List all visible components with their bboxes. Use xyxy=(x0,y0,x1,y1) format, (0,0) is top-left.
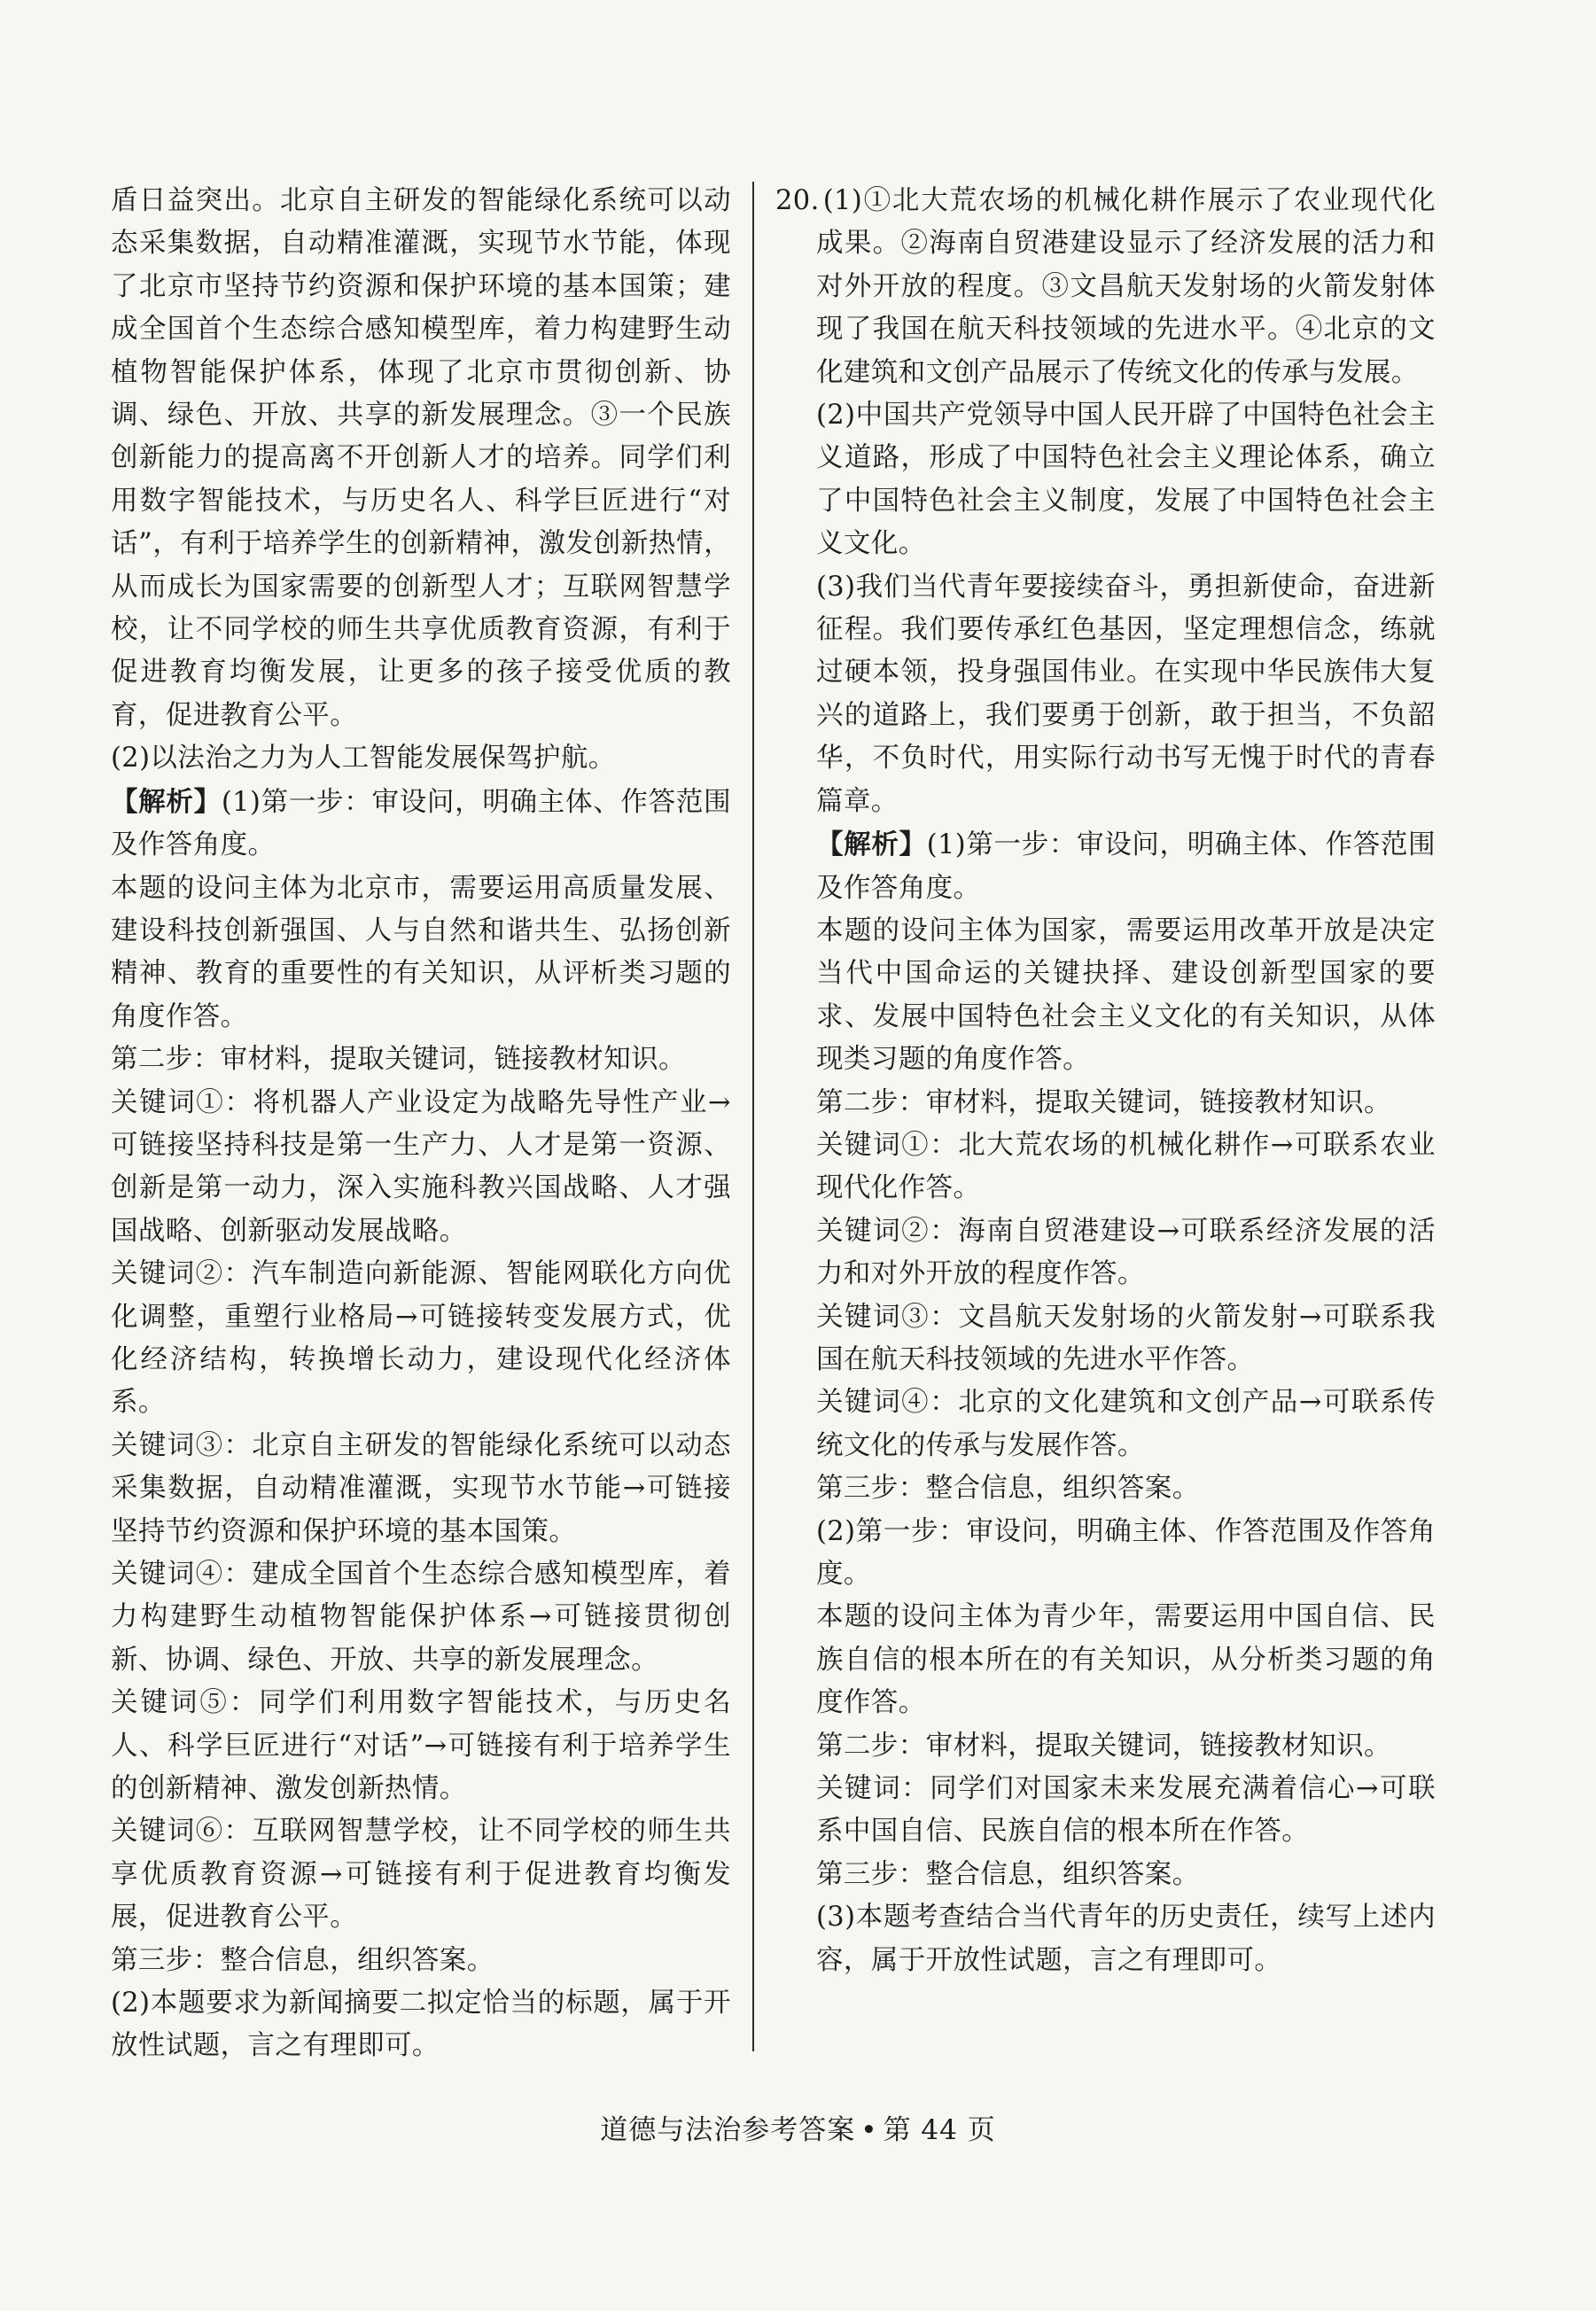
keyword-paragraph xyxy=(111,1082,731,1254)
keyword-paragraph xyxy=(775,1124,1436,1210)
paragraph-text: 盾日益突出。北京自主研发的智能绿化系统可以动态采集数据，自动精准灌溉，实现节水节能，体现了北京市坚持节约资源和保护环境的基本国策；建成全国首个生态综合感知模型库，着力构建野生动植物智能保护体系，体现了北京市贯彻创新、协调、绿色、开放、共享的新发展理念。③一个民族创新能力的提高离不开创新人才的培养。同学们利用数字智能技术，与历史名人、科学巨匠进行“对话”，有利于培养学生的创新精神，激发创新热情，从而成长为国家需要的创新型人才；互联网智慧学校，让不同学校的师生共享优质教育资源，有利于促进教育均衡发展，让更多的孩子接受优质的教育，促进教育公平。 xyxy=(111,185,731,731)
paragraph-text: (2)本题要求为新闻摘要二拟定恰当的标题，属于开放性试题，言之有理即可。 xyxy=(111,1988,731,2062)
keyword-paragraph xyxy=(775,1381,1436,1467)
paragraph-text: 关键词④：建成全国首个生态综合感知模型库，着力构建野生动植物智能保护体系→可链接贯彻创新、协调、绿色、开放、共享的新发展理念。 xyxy=(111,1559,731,1676)
paragraph-text: 第三步：整合信息，组织答案。 xyxy=(816,1858,1200,1890)
answer-paragraph xyxy=(775,1467,1436,1510)
paragraph-text: 第二步：审材料，提取关键词，链接教材知识。 xyxy=(111,1044,686,1076)
answer-paragraph xyxy=(111,868,731,1039)
paragraph-text: 第二步：审材料，提取关键词，链接教材知识。 xyxy=(816,1730,1391,1762)
answer-paragraph xyxy=(775,1511,1436,1597)
paragraph-text: 本题的设问主体为国家，需要运用改革开放是决定当代中国命运的关键抉择、建设创新型国家的要求、发展中国特色社会主义文化的有关知识，从体现类习题的角度作答。 xyxy=(816,914,1436,1076)
paragraph-text: 关键词②：海南自贸港建设→可联系经济发展的活力和对外开放的程度作答。 xyxy=(816,1215,1436,1290)
paragraph-text: (1)①北大荒农场的机械化耕作展示了农业现代化成果。②海南自贸港建设显示了经济发展的活力和对外开放的程度。③文昌航天发射场的火箭发射体现了我国在航天科技领域的先进水平。④北京的文化建筑和文创产品展示了传统文化的传承与发展。 xyxy=(816,185,1436,388)
right-column xyxy=(775,180,1436,1982)
keyword-paragraph xyxy=(775,1296,1436,1382)
paragraph-text: (2)以法治之力为人工智能发展保驾护航。 xyxy=(111,743,616,774)
analysis-tag: 【解析】 xyxy=(111,785,222,818)
paragraph-text: 第三步：整合信息，组织答案。 xyxy=(111,1944,494,1976)
keyword-paragraph xyxy=(775,1768,1436,1854)
question-20-answer xyxy=(775,180,1436,394)
answer-paragraph xyxy=(775,1596,1436,1724)
paragraph-text: 关键词①：北大荒农场的机械化耕作→可联系农业现代化作答。 xyxy=(816,1129,1436,1204)
answer-paragraph xyxy=(775,1854,1436,1896)
answer-paragraph xyxy=(775,566,1436,823)
keyword-paragraph xyxy=(111,1425,731,1553)
analysis-paragraph xyxy=(775,823,1436,910)
answer-paragraph xyxy=(775,1725,1436,1768)
paragraph-text: (3)我们当代青年要接续奋斗，勇担新使命，奋进新征程。我们要传承红色基因，坚定理想信念，练就过硬本领，投身强国伟业。在实现中华民族伟大复兴的道路上，我们要勇于创新，敢于担当，不负韶华，不负时代，用实际行动书写无愧于时代的青春篇章。 xyxy=(816,571,1436,817)
paragraph-text: 关键词⑥：互联网智慧学校，让不同学校的师生共享优质教育资源→可链接有利于促进教育均衡发展，促进教育公平。 xyxy=(111,1816,731,1934)
paragraph-text: 关键词③：文昌航天发射场的火箭发射→可联系我国在航天科技领域的先进水平作答。 xyxy=(816,1301,1436,1375)
paragraph-text: (2)中国共产党领导中国人民开辟了中国特色社会主义道路，形成了中国特色社会主义理论体系，确立了中国特色社会主义制度，发展了中国特色社会主义文化。 xyxy=(816,400,1436,560)
paragraph-text: 关键词①：将机器人产业设定为战略先导性产业→可链接坚持科技是第一生产力、人才是第一资源、创新是第一动力，深入实施科教兴国战略、人才强国战略、创新驱动发展战略。 xyxy=(111,1086,731,1247)
keyword-paragraph xyxy=(111,1253,731,1425)
paragraph-text: 本题的设问主体为青少年，需要运用中国自信、民族自信的根本所在的有关知识，从分析类习题的角度作答。 xyxy=(816,1601,1436,1719)
paragraph-text: 关键词④：北京的文化建筑和文创产品→可联系传统文化的传承与发展作答。 xyxy=(816,1387,1436,1461)
footer-separator: • xyxy=(860,2114,878,2146)
answer-paragraph xyxy=(775,910,1436,1082)
footer-title: 道德与法治参考答案 xyxy=(600,2114,856,2146)
paragraph-text: 关键词③：北京自主研发的智能绿化系统可以动态采集数据，自动精准灌溉，实现节水节能→可链接坚持节约资源和保护环境的基本国策。 xyxy=(111,1429,731,1547)
paragraph-text: 第三步：整合信息，组织答案。 xyxy=(816,1473,1200,1505)
answer-paragraph xyxy=(775,1896,1436,1982)
paragraph-text: (2)第一步：审设问，明确主体、作答范围及作答角度。 xyxy=(816,1515,1436,1590)
left-column xyxy=(111,180,731,2068)
page-footer xyxy=(0,2107,1596,2147)
answer-paragraph xyxy=(111,180,731,737)
analysis-tag: 【解析】 xyxy=(816,829,927,861)
page-number: 第 44 页 xyxy=(883,2114,996,2146)
paragraph-text: 关键词：同学们对国家未来发展充满着信心→可联系中国自信、民族自信的根本所在作答。 xyxy=(816,1773,1436,1848)
answer-paragraph xyxy=(775,394,1436,566)
answer-paragraph xyxy=(775,1082,1436,1124)
paragraph-text: 第二步：审材料，提取关键词，链接教材知识。 xyxy=(816,1086,1391,1118)
paragraph-text: (1)第一步：审设问，明确主体、作答范围及作答角度。 xyxy=(111,786,731,861)
column-divider xyxy=(752,182,754,2051)
paragraph-text: 本题的设问主体为北京市，需要运用高质量发展、建设科技创新强国、人与自然和谐共生、弘扬创新精神、教育的重要性的有关知识，从评析类习题的角度作答。 xyxy=(111,872,731,1032)
question-number: 20. xyxy=(775,185,820,216)
paragraph-text: 关键词②：汽车制造向新能源、智能网联化方向优化调整，重塑行业格局→可链接转变发展方式，优化经济结构，转换增长动力，建设现代化经济体系。 xyxy=(111,1258,731,1419)
answer-paragraph xyxy=(111,1982,731,2068)
paragraph-text: (1)第一步：审设问，明确主体、作答范围及作答角度。 xyxy=(816,829,1436,904)
keyword-paragraph xyxy=(111,1553,731,1682)
keyword-paragraph xyxy=(775,1210,1436,1296)
answer-paragraph xyxy=(111,737,731,780)
keyword-paragraph xyxy=(111,1682,731,1810)
answer-paragraph xyxy=(111,1039,731,1081)
analysis-paragraph xyxy=(111,781,731,868)
keyword-paragraph xyxy=(111,1810,731,1939)
answer-paragraph xyxy=(111,1940,731,1982)
paragraph-text: 关键词⑤：同学们利用数字智能技术，与历史名人、科学巨匠进行“对话”→可链接有利于培养学生的创新精神、激发创新热情。 xyxy=(111,1687,731,1805)
paragraph-text: (3)本题考查结合当代青年的历史责任，续写上述内容，属于开放性试题，言之有理即可。 xyxy=(816,1902,1436,1976)
